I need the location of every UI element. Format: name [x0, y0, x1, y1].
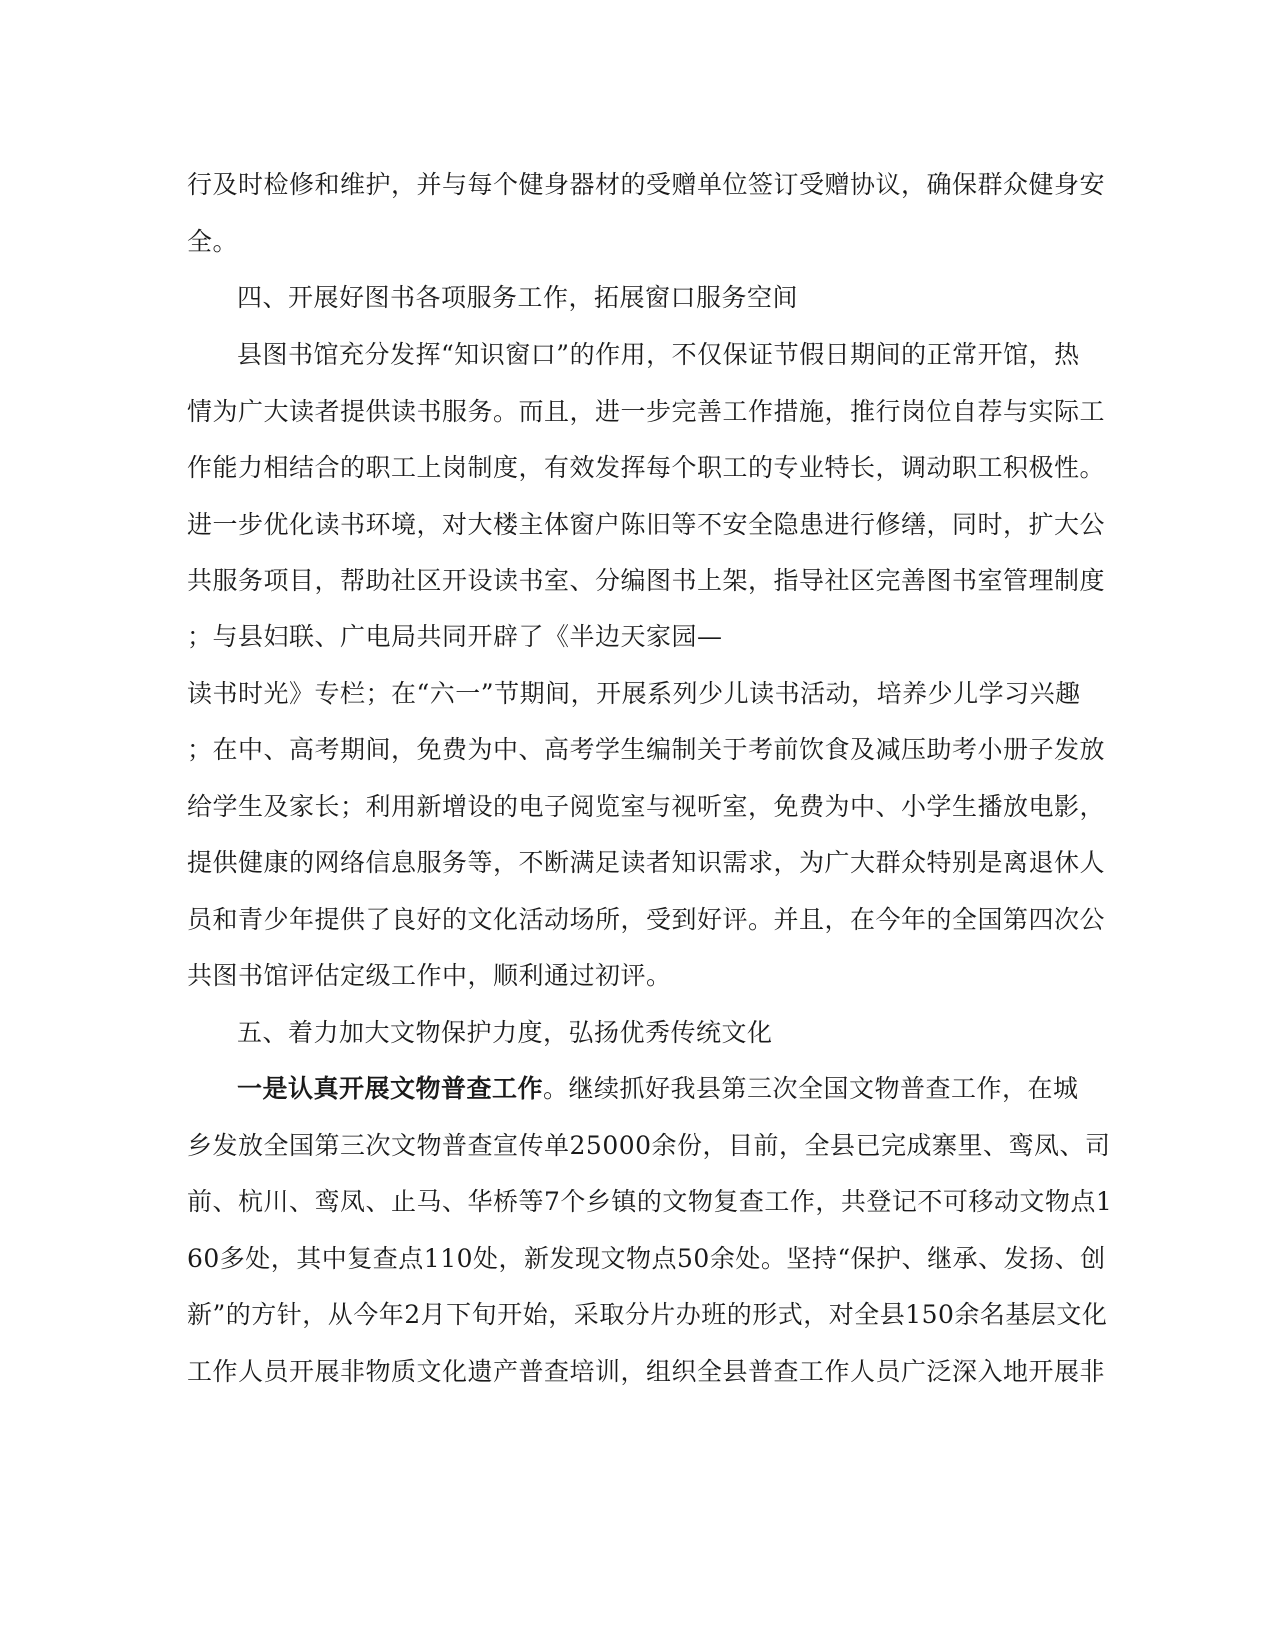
text-line: 乡发放全国第三次文物普查宣传单25000余份，目前，全县已完成寨里、鸾凤、司: [187, 1131, 1111, 1160]
bold-lead: 一是认真开展文物普查工作: [237, 1074, 544, 1103]
text-line: [237, 1074, 1137, 1104]
text-line: 作能力相结合的职工上岗制度，有效发挥每个职工的专业特长，调动职工积极性。: [187, 453, 1106, 482]
text-span: 。继续抓好我县第三次全国文物普查工作，在城: [543, 1074, 1079, 1103]
text-line: 给学生及家长；利用新增设的电子阅览室与视听室，免费为中、小学生播放电影，: [187, 792, 1106, 821]
text-line: 员和青少年提供了良好的文化活动场所，受到好评。并且，在今年的全国第四次公: [187, 905, 1106, 934]
text-line: 读书时光》专栏；在“六一”节期间，开展系列少儿读书活动，培养少儿学习兴趣: [187, 679, 1081, 708]
text-line: 行及时检修和维护，并与每个健身器材的受赠单位签订受赠协议，确保群众健身安: [187, 170, 1106, 199]
text-line: 进一步优化读书环境，对大楼主体窗户陈旧等不安全隐患进行修缮，同时，扩大公: [187, 510, 1106, 539]
text-line: 共服务项目，帮助社区开设读书室、分编图书上架，指导社区完善图书室管理制度: [187, 566, 1106, 595]
section-heading: 四、开展好图书各项服务工作，拓展窗口服务空间: [237, 283, 799, 312]
text-line: 全。: [187, 227, 239, 256]
text-line: 60多处，其中复查点110处，新发现文物点50余处。坚持“保护、继承、发扬、创: [187, 1244, 1106, 1273]
text-line: ；与县妇联、广电局共同开辟了《半边天家园—: [187, 622, 723, 651]
text-line: 工作人员开展非物质文化遗产普查培训，组织全县普查工作人员广泛深入地开展非: [187, 1357, 1106, 1386]
text-line: 情为广大读者提供读书服务。而且，进一步完善工作措施，推行岗位自荐与实际工: [187, 397, 1106, 426]
text-line: 县图书馆充分发挥“知识窗口”的作用，不仅保证节假日期间的正常开馆，热: [237, 340, 1080, 369]
text-line: ；在中、高考期间，免费为中、高考学生编制关于考前饮食及减压助考小册子发放: [187, 735, 1106, 764]
text-line: 前、杭川、鸾凤、止马、华桥等7个乡镇的文物复查工作，共登记不可移动文物点1: [187, 1187, 1113, 1216]
text-line: 新”的方针，从今年2月下旬开始，采取分片办班的形式，对全县150余名基层文化: [187, 1300, 1108, 1329]
text-line: 共图书馆评估定级工作中，顺利通过初评。: [187, 961, 672, 990]
text-line: 提供健康的网络信息服务等，不断满足读者知识需求，为广大群众特别是离退休人: [187, 848, 1106, 877]
section-heading: 五、着力加大文物保护力度，弘扬优秀传统文化: [237, 1018, 773, 1047]
